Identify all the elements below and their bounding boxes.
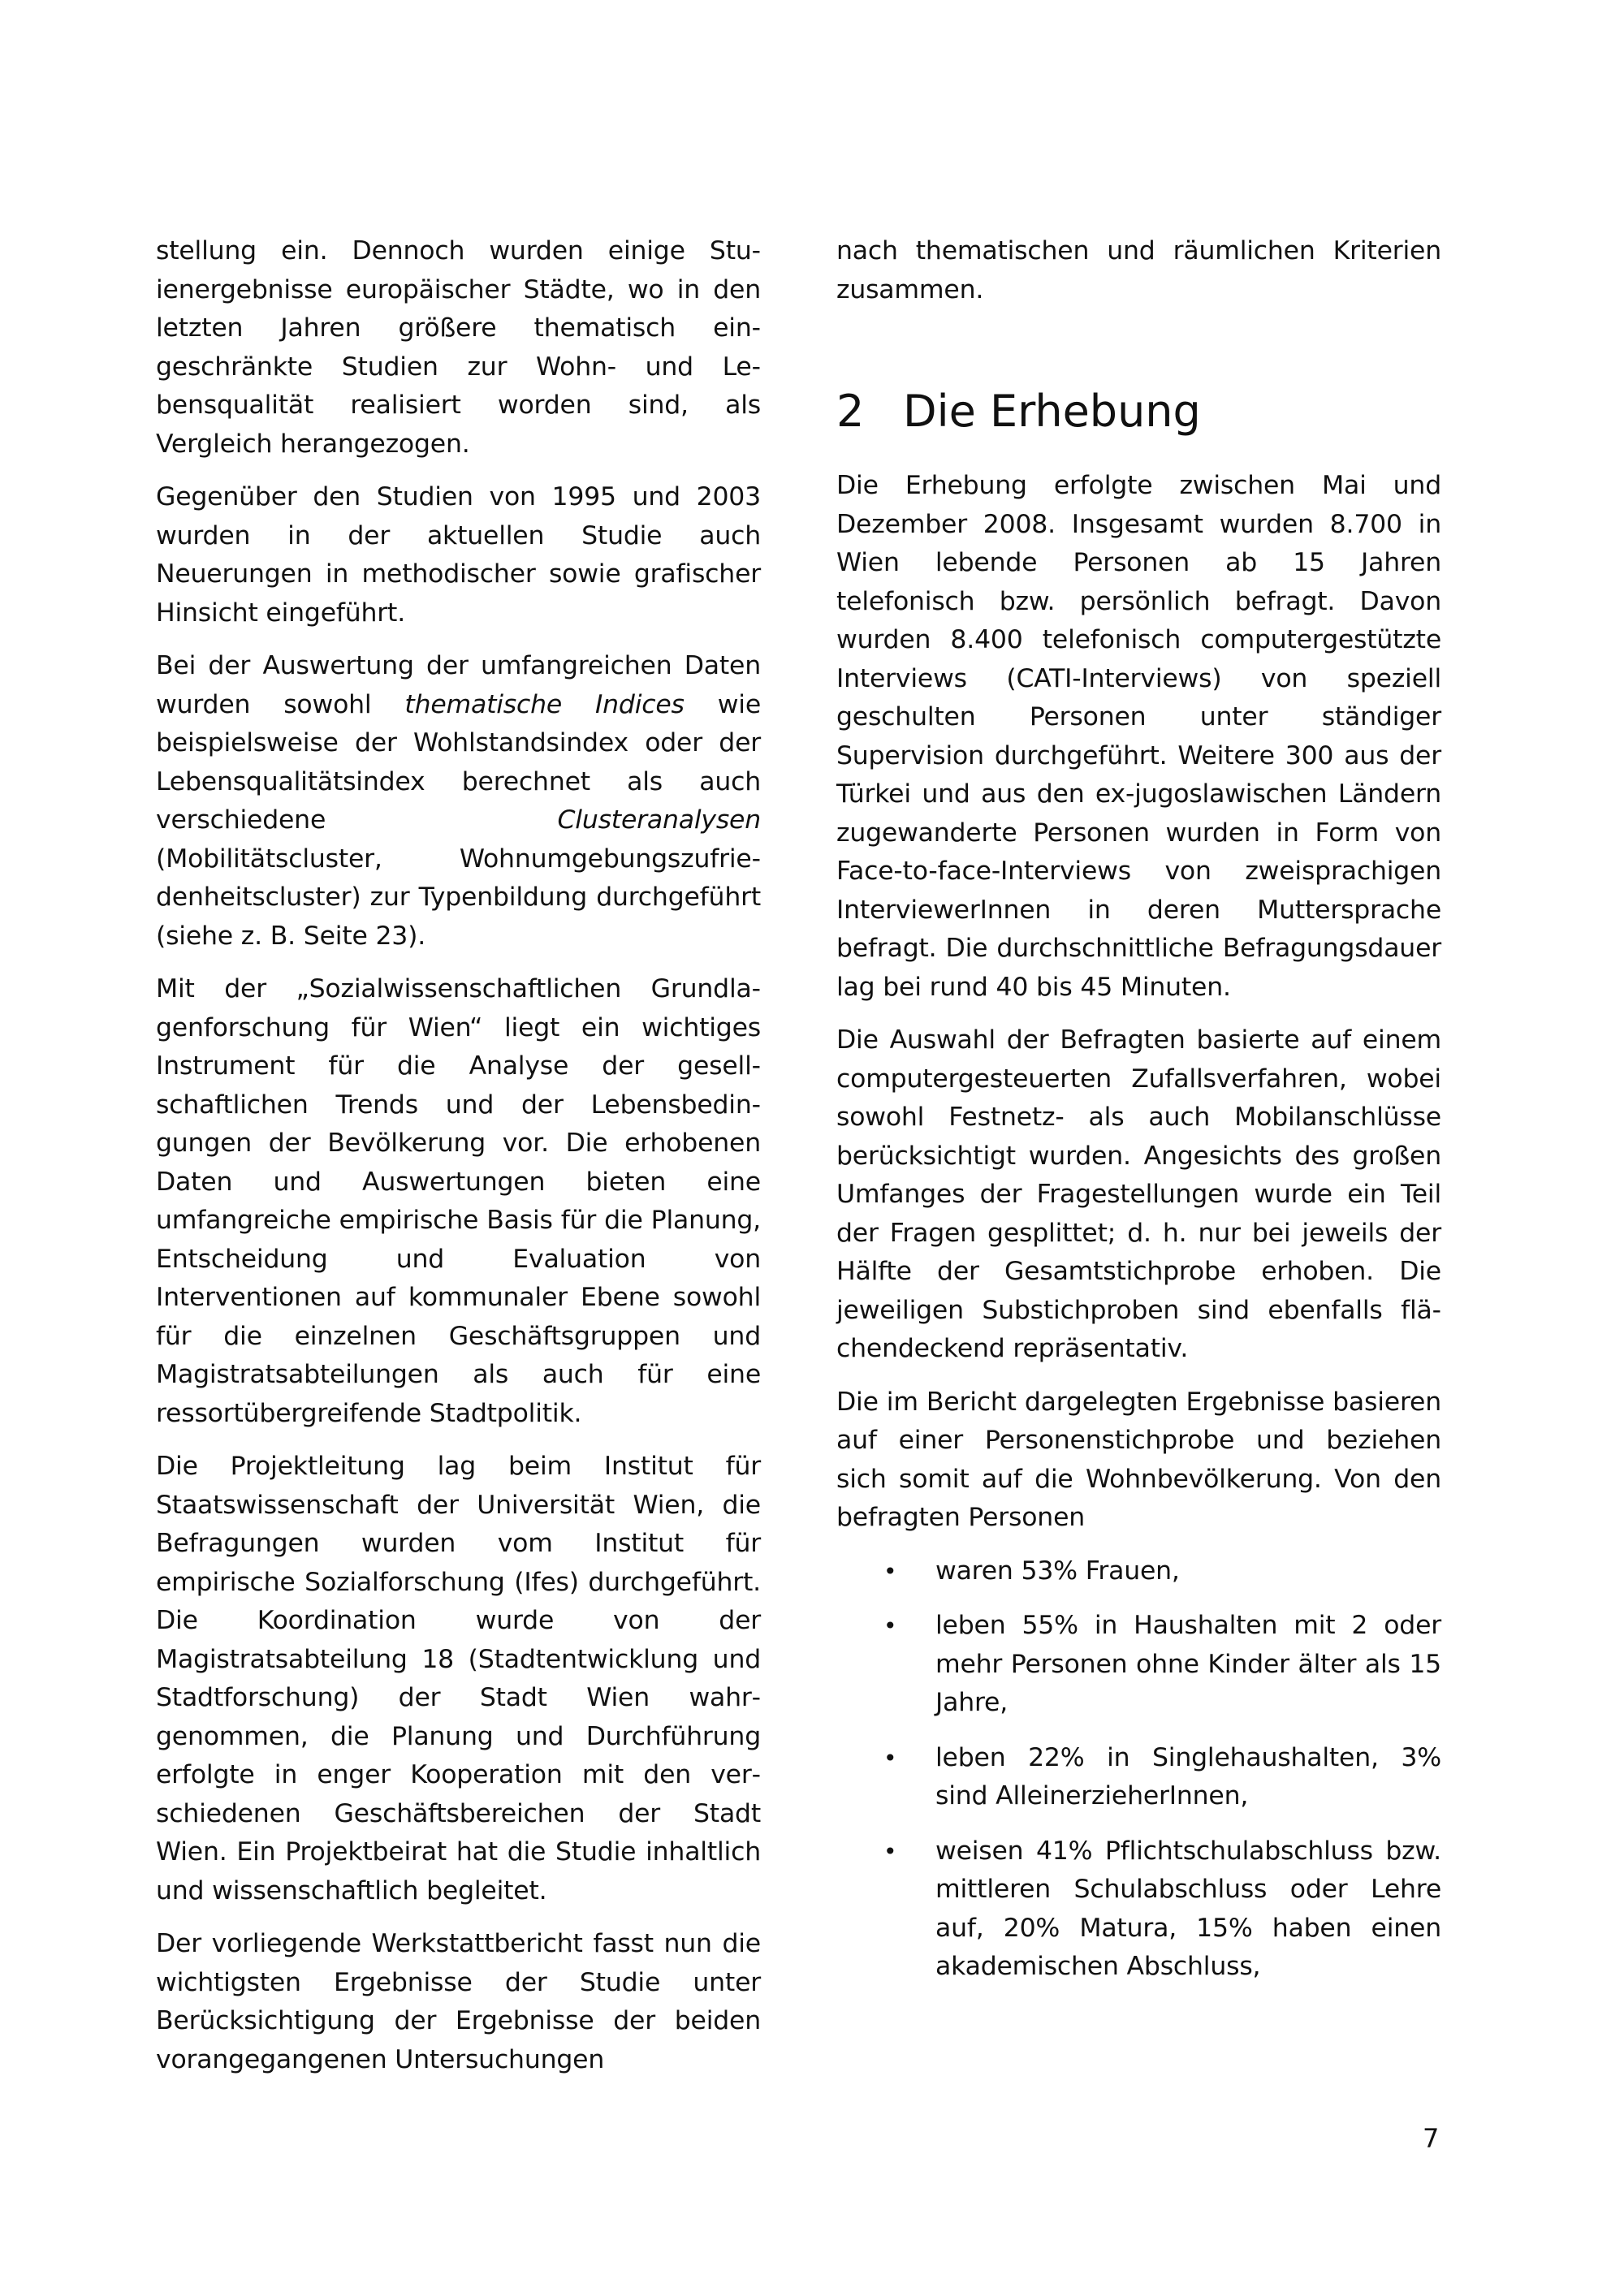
- text-fragment: wie beispielsweise der Wohlstandsindex oder der Lebensqualitätsindex berechnet als auch verschiedene: [156, 689, 762, 835]
- bullet-icon: •: [883, 1837, 897, 1865]
- paragraph-sample-selection: Die Auswahl der Befragten basierte auf einem computergesteuerten Zufallsverfahren, wobei sowohl Festnetz- als auch Mobilanschlüsse berücksichtigt wurden. Angesichts des großen Umfanges der Fragestellungen wurde ein Teil der Fragen gesplittet; d. h. nur bei jeweils der Hälfte der Gesamtstichprobe erhoben. Die jeweiligen Substichproben sind ebenfalls flächendeckend repräsentativ.: [836, 1025, 1441, 1363]
- list-item-text: leben 55% in Haushalten mit 2 oder mehr Personen ohne Kinder älter als 15 Jahre,: [935, 1611, 1441, 1717]
- paragraph-continuation: nach thematischen und räumlichen Kriterien zusammen.: [836, 236, 1441, 304]
- section-number: 2: [836, 386, 865, 437]
- paragraph-methodological-innovations: Gegenüber den Studien von 1995 und 2003 wurden in der aktuellen Studie auch Neuerungen in methodischer sowie grafischer Hinsicht eingeführt.: [156, 482, 761, 628]
- italic-term-thematic-indices: thematische Indices: [404, 689, 685, 719]
- list-item: [836, 1832, 1441, 1987]
- bullet-icon: •: [883, 1744, 897, 1772]
- bullet-icon: •: [883, 1612, 897, 1639]
- paragraph-social-research-instrument: Mit der „Sozialwissenschaftlichen Grundlagenforschung für Wien“ liegt ein wichtiges Instrument für die Analyse der gesellschaftlichen Trends und der Lebensbedingungen der Bevölkerung vor. Die erhobenen Daten und Auswertungen bieten eine umfangreiche empirische Basis für die Planung, Entscheidung und Evaluation von Interventionen auf kommunaler Ebene sowohl für die einzelnen Geschäftsgruppen und Magistratsabteilungen als auch für eine ressortübergreifende Stadtpolitik.: [156, 974, 761, 1428]
- paragraph-data-analysis: [156, 647, 761, 956]
- page-number: 7: [1423, 2123, 1440, 2154]
- list-item-text: waren 53% Frauen,: [935, 1556, 1180, 1586]
- section-heading: [836, 386, 1441, 438]
- bullet-icon: •: [883, 1557, 897, 1585]
- list-item-text: leben 22% in Singlehaushalten, 3% sind AlleinerzieherInnen,: [935, 1742, 1441, 1810]
- paragraph-sample-basis: Die im Bericht dargelegten Ergebnisse basieren auf einer Personenstichprobe und beziehen sich somit auf die Wohnbevölkerung. Von den befragten Personen: [836, 1387, 1441, 1532]
- list-item-text: weisen 41% Pflichtschulabschluss bzw. mittleren Schulabschluss oder Lehre auf, 20% Matura, 15% haben einen akademischen Abschluss,: [935, 1836, 1441, 1981]
- list-item: [836, 1607, 1441, 1723]
- section-title: Die Erhebung: [903, 386, 1201, 437]
- demographics-list: [836, 1552, 1441, 1987]
- text-fragment: (Mobilitätscluster, Wohnumgebungszufriedenheitscluster) zur Typenbildung durchgeführt (siehe z. B. Seite 23).: [156, 844, 761, 951]
- left-column: [156, 232, 761, 2094]
- italic-term-cluster-analyses: Clusteranalysen: [557, 805, 761, 835]
- list-item: [836, 1739, 1441, 1816]
- right-column: [836, 232, 1441, 2003]
- paragraph-project-management: Die Projektleitung lag beim Institut für Staatswissenschaft der Universität Wien, die Befragungen wurden vom Institut für empirische Sozialforschung (Ifes) durchgeführt. Die Koordination wurde von der Magistratsabteilung 18 (Stadtentwicklung und Stadtforschung) der Stadt Wien wahrgenommen, die Planung und Durchführung erfolgte in enger Kooperation mit den verschiedenen Geschäftsbereichen der Stadt Wien. Ein Projektbeirat hat die Studie inhaltlich und wissenschaftlich begleitet.: [156, 1452, 761, 1905]
- text-fragment: Bei der Auswertung der umfangreichen Daten wurden sowohl: [156, 651, 761, 719]
- paragraph-survey-period: Die Erhebung erfolgte zwischen Mai und Dezember 2008. Insgesamt wurden 8.700 in Wien lebende Personen ab 15 Jahren telefonisch bzw. persönlich befragt. Davon wurden 8.400 telefonisch computergestützte Interviews (CATI-Interviews) von speziell geschulten Personen unter ständiger Supervision durchgeführt. Weitere 300 aus der Türkei und aus den ex-jugoslawischen Ländern zugewanderte Personen wurden in Form von Face-to-face-Interviews von zweisprachigen InterviewerInnen in deren Muttersprache befragt. Die durchschnittliche Befragungsdauer lag bei rund 40 bis 45 Minuten.: [836, 471, 1441, 1002]
- list-item: [836, 1552, 1441, 1591]
- paragraph-workshop-report: Der vorliegende Werkstattbericht fasst nun die wichtigsten Ergebnisse der Studie unter Berücksichtigung der Ergebnisse der beiden vorangegangenen Untersuchungen: [156, 1929, 761, 2074]
- paragraph-comparison-studies: stellung ein. Dennoch wurden einige Stuienergebnisse europäischer Städte, wo in den letzten Jahren größere thematisch eingeschränkte Studien zur Wohn- und Lebensqualität realisiert worden sind, als Vergleich herangezogen.: [156, 236, 761, 459]
